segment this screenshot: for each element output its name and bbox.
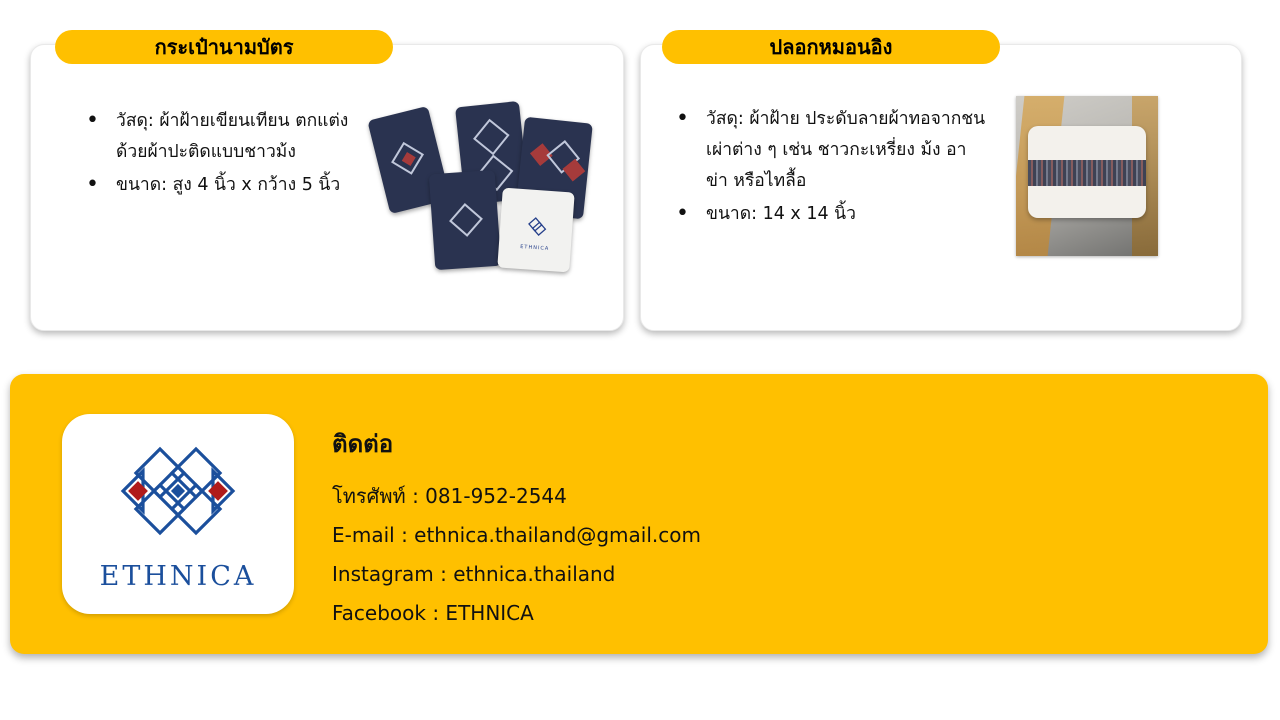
list-item: • ขนาด: 14 x 14 นิ้ว [668, 199, 988, 230]
cushion-cover-photo [1016, 96, 1158, 256]
ethnica-mini-logo-icon [522, 215, 549, 239]
list-item: • วัสดุ: ผ้าฝ้าย ประดับลายผ้าทอจากชนเผ่าต่าง ๆ เช่น ชาวกะเหรี่ยง ม้ง อาข่า หรือไทลื้อ [668, 104, 988, 197]
contact-instagram[interactable]: Instagram : ethnica.thailand [332, 562, 616, 586]
contact-facebook[interactable]: Facebook : ETHNICA [332, 601, 534, 625]
motif-diamond [473, 119, 510, 156]
product-spec-list-1 [78, 106, 368, 203]
mini-logo [520, 215, 551, 252]
mini-logo-label: ETHNICA [520, 243, 550, 252]
list-item: • วัสดุ: ผ้าฝ้ายเขียนเทียน ตกแต่งด้วยผ้าปะติดแบบชาวม้ง [78, 106, 368, 168]
business-card-sample [497, 188, 574, 273]
contact-heading: ติดต่อ [332, 430, 394, 458]
product-cards-row [0, 0, 1280, 345]
woven-band [1028, 160, 1146, 186]
card-holder-item [429, 170, 502, 270]
pillow [1028, 126, 1146, 218]
motif-diamond [449, 203, 483, 237]
contact-details [332, 424, 1132, 633]
list-item: • ขนาด: สูง 4 นิ้ว x กว้าง 5 นิ้ว [78, 170, 368, 201]
product-card-title-2: ปลอกหมอนอิง [662, 30, 1000, 64]
brand-logo-tile [62, 414, 294, 614]
contact-email[interactable]: E-mail : ethnica.thailand@gmail.com [332, 523, 701, 547]
business-card-holders-photo [372, 98, 600, 278]
product-spec-list-2 [668, 104, 988, 232]
contact-phone: โทรศัพท์ : 081-952-2544 [332, 484, 567, 508]
ethnica-logo-icon [103, 436, 253, 546]
product-card-title-1: กระเป๋านามบัตร [55, 30, 393, 64]
contact-banner [10, 374, 1268, 654]
brand-wordmark: ETHNICA [99, 561, 257, 592]
